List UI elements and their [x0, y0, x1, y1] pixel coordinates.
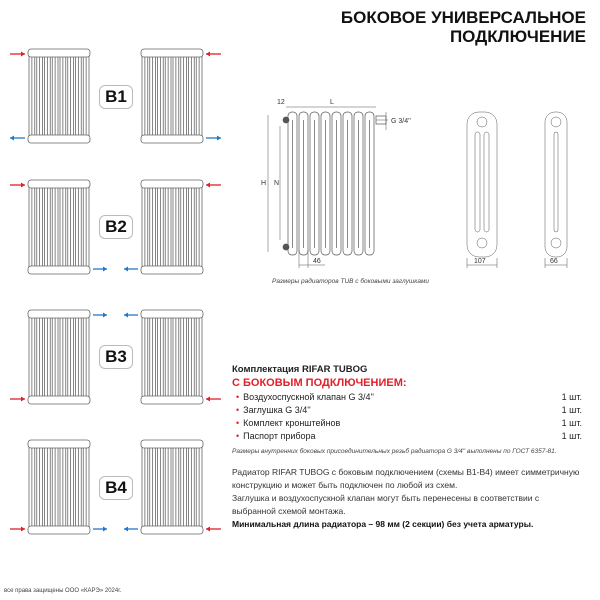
return-arrow-icon [93, 527, 107, 532]
radiator-front-view [283, 112, 386, 255]
bullet-icon: • [236, 405, 240, 415]
bullet-icon: • [236, 392, 240, 402]
scheme-label-b1: B1 [99, 85, 133, 109]
radiator-icon [28, 49, 90, 143]
dim-107: 107 [474, 258, 486, 265]
dim-12: 12 [277, 99, 285, 106]
dim-66: 66 [550, 258, 558, 265]
scheme-label-b3: B3 [99, 345, 133, 369]
radiator-icon [28, 440, 90, 534]
kit-section [232, 364, 582, 455]
page-title: БОКОВОЕ УНИВЕРСАЛЬНОЕ ПОДКЛЮЧЕНИЕ [340, 8, 586, 46]
dim-l: L [330, 99, 334, 106]
radiator-icon [141, 180, 203, 274]
radiator-icon [28, 180, 90, 274]
bullet-icon: • [236, 431, 240, 441]
thread-size: G 3/4'' [391, 118, 411, 125]
kit-heading: Комплектация RIFAR TUBOG [232, 364, 368, 375]
kit-item: • Паспорт прибора 1 шт. [236, 431, 582, 441]
kit-note: Размеры внутренних боковых присоединительных резьб радиатора G 3/4'' выполнены по ГОСТ 6357-81. [232, 448, 557, 455]
dim-n: N [274, 180, 280, 187]
supply-arrow-icon [206, 397, 221, 402]
return-arrow-icon [124, 527, 138, 532]
supply-arrow-icon [206, 52, 221, 57]
kit-item: • Комплект кронштейнов 1 шт. [236, 418, 582, 428]
scheme-label-b4: B4 [99, 476, 133, 500]
return-arrow-icon [124, 267, 138, 272]
description: Радиатор RIFAR TUBOG с боковым подключением (схемы В1-В4) имеет симметричную конструкцию и может быть подключен по любой из схем. Заглушка и воздухоспускной клапан могут быть перенесены в соответствии с выбранной схемой монтажа. Минимальная длина радиатора – 98 мм (2 секции) без учета арматуры. [232, 467, 580, 529]
dimension-drawing [250, 90, 600, 280]
dim-46: 46 [313, 258, 321, 265]
supply-arrow-icon [10, 183, 25, 188]
kit-subheading: С БОКОВЫМ ПОДКЛЮЧЕНИЕМ: [232, 377, 407, 389]
kit-item: • Воздухоспускной клапан G 3/4'' 1 шт. [236, 392, 582, 402]
dim-h: H [261, 180, 267, 187]
supply-arrow-icon [206, 527, 221, 532]
radiator-icon [141, 310, 203, 404]
return-arrow-icon [93, 313, 107, 318]
scheme-label-b2: B2 [99, 215, 133, 239]
copyright: все права защищены ООО «КАРЭ» 2024г. [4, 588, 122, 594]
drawing-caption: Размеры радиаторов TUB с боковыми заглушками [272, 278, 430, 285]
return-arrow-icon [206, 136, 221, 141]
return-arrow-icon [124, 313, 138, 318]
supply-arrow-icon [206, 183, 221, 188]
return-arrow-icon [10, 136, 25, 141]
radiator-icon [141, 49, 203, 143]
return-arrow-icon [93, 267, 107, 272]
kit-item: • Заглушка G 3/4'' 1 шт. [236, 405, 582, 415]
radiator-icon [141, 440, 203, 534]
supply-arrow-icon [10, 397, 25, 402]
bullet-icon: • [236, 418, 240, 428]
supply-arrow-icon [10, 527, 25, 532]
radiator-icon [28, 310, 90, 404]
supply-arrow-icon [10, 52, 25, 57]
